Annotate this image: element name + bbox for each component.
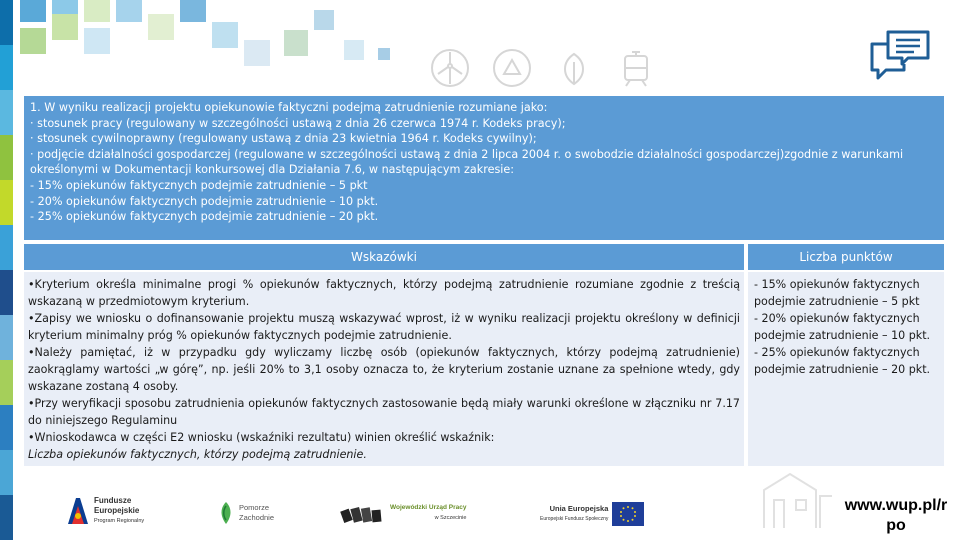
criterion-line: - 15% opiekunów faktycznych podejmie zatrudnienie – 5 pkt bbox=[30, 178, 368, 192]
hint-item: •Zapisy we wniosku o dofinansowanie projektu muszą wskazywać wprost, iż w wyniku realizacji projektu określony w definicji kryterium minimalny próg % opiekunów faktycznych podejmie zatrudnienie. bbox=[28, 312, 740, 342]
left-color-strip bbox=[0, 0, 13, 540]
points-item: - 15% opiekunów faktycznych podejmie zatrudnienie – 5 pkt bbox=[754, 278, 920, 308]
hints-table bbox=[24, 244, 944, 466]
criterion-line: - 20% opiekunów faktycznych podejmie zatrudnienie – 10 pkt. bbox=[30, 194, 379, 208]
logo-pomorze-zachodnie bbox=[216, 500, 274, 526]
criterion-line: · stosunek pracy (regulowany w szczególności ustawą z dnia 26 czerwca 1974 r. Kodeks pracy); bbox=[30, 116, 566, 130]
hint-item: •Przy weryfikacji sposobu zatrudnienia opiekunów faktycznych zastosowanie będą miały warunki określone w złączniku nr 7.17 do niniejszego Regulaminu bbox=[28, 397, 740, 427]
hints-header: Wskazówki bbox=[24, 244, 744, 270]
criterion-line: określonymi w Dokumentacji konkursowej dla Działania 7.6, w następującym zakresie: bbox=[30, 163, 515, 177]
logo-wup-szczecin bbox=[340, 502, 466, 524]
logo1-line3: Program Regionalny bbox=[94, 518, 145, 524]
hints-cell bbox=[24, 272, 744, 466]
tram-icon bbox=[616, 48, 656, 88]
speech-bubbles-icon bbox=[868, 28, 932, 84]
points-cell bbox=[748, 272, 944, 466]
wup-logo-icon bbox=[340, 502, 386, 524]
website-url-text[interactable]: www.wup.pl/r po bbox=[844, 497, 948, 534]
criterion-line: - 25% opiekunów faktycznych podejmie zatrudnienie – 20 pkt. bbox=[30, 210, 379, 224]
logo1-line2: Europejskie bbox=[94, 506, 140, 515]
hint-item: •Kryterium określa minimalne progi % opiekunów faktycznych, którzy podejmą zatrudnienie rozumiane zgodnie z treścią wskazaną w przedmiotowym kryterium. bbox=[28, 278, 740, 308]
criterion-description-box bbox=[24, 96, 944, 240]
logo2-line1: Pomorze bbox=[239, 503, 270, 512]
points-item: - 25% opiekunów faktycznych podejmie zatrudnienie – 20 pkt. bbox=[754, 346, 931, 376]
criterion-line: · podjęcie działalności gospodarczej (regulowane w szczególności ustawą z dnia 2 lipca 2004 r. o swobodzie działalności gospodarczej)zgodnie z warunkami bbox=[30, 147, 904, 161]
background-icons bbox=[430, 38, 790, 98]
website-url[interactable] bbox=[832, 494, 960, 540]
logo1-line1: Fundusze bbox=[94, 496, 132, 505]
flag-eu-icon bbox=[612, 502, 644, 526]
wind-turbine-icon bbox=[430, 48, 470, 88]
logo4-line2: Europejski Fundusz Społeczny bbox=[540, 516, 609, 522]
logo4-line1: Unia Europejska bbox=[549, 504, 609, 513]
indicator-name: Liczba opiekunów faktycznych, którzy podejmą zatrudnienie. bbox=[28, 448, 367, 461]
logo2-line2: Zachodnie bbox=[239, 513, 275, 522]
leaf-icon bbox=[554, 48, 594, 88]
points-item: - 20% opiekunów faktycznych podejmie zatrudnienie – 10 pkt. bbox=[754, 312, 931, 342]
hint-item: •Należy pamiętać, iż w przypadku gdy wyliczamy liczbę osób (opiekunów faktycznych, którzy podejmą zatrudnienie) zaokrąglamy wartości „w górę”, np. jeśli 20% to 3,1 osoby oznacza to, że kryterium zostanie uznane za spełnione wtedy, gdy wskazane zostaną 4 osoby. bbox=[28, 346, 740, 393]
logo-unia-europejska bbox=[540, 502, 644, 526]
criterion-line: · stosunek cywilnoprawny (regulowany ustawą z dnia 23 kwietnia 1964 r. Kodeks cywilny); bbox=[30, 132, 537, 146]
fe-logo-icon bbox=[66, 494, 90, 528]
recycle-icon bbox=[492, 48, 532, 88]
footer-logos bbox=[60, 490, 780, 536]
logo3-line1: Wojewódzki Urząd Pracy bbox=[390, 504, 467, 511]
logo3-line2: w Szczecinie bbox=[434, 515, 467, 521]
logo-fundusze-europejskie bbox=[66, 494, 144, 528]
criterion-line: 1. W wyniku realizacji projektu opiekunowie faktyczni podejmą zatrudnienie rozumiane jako: bbox=[30, 101, 548, 114]
points-header: Liczba punktów bbox=[748, 244, 944, 270]
pomorze-logo-icon bbox=[216, 500, 236, 526]
hint-item: •Wnioskodawca w części E2 wniosku (wskaźniki rezultatu) winien określić wskaźnik: bbox=[28, 431, 495, 444]
